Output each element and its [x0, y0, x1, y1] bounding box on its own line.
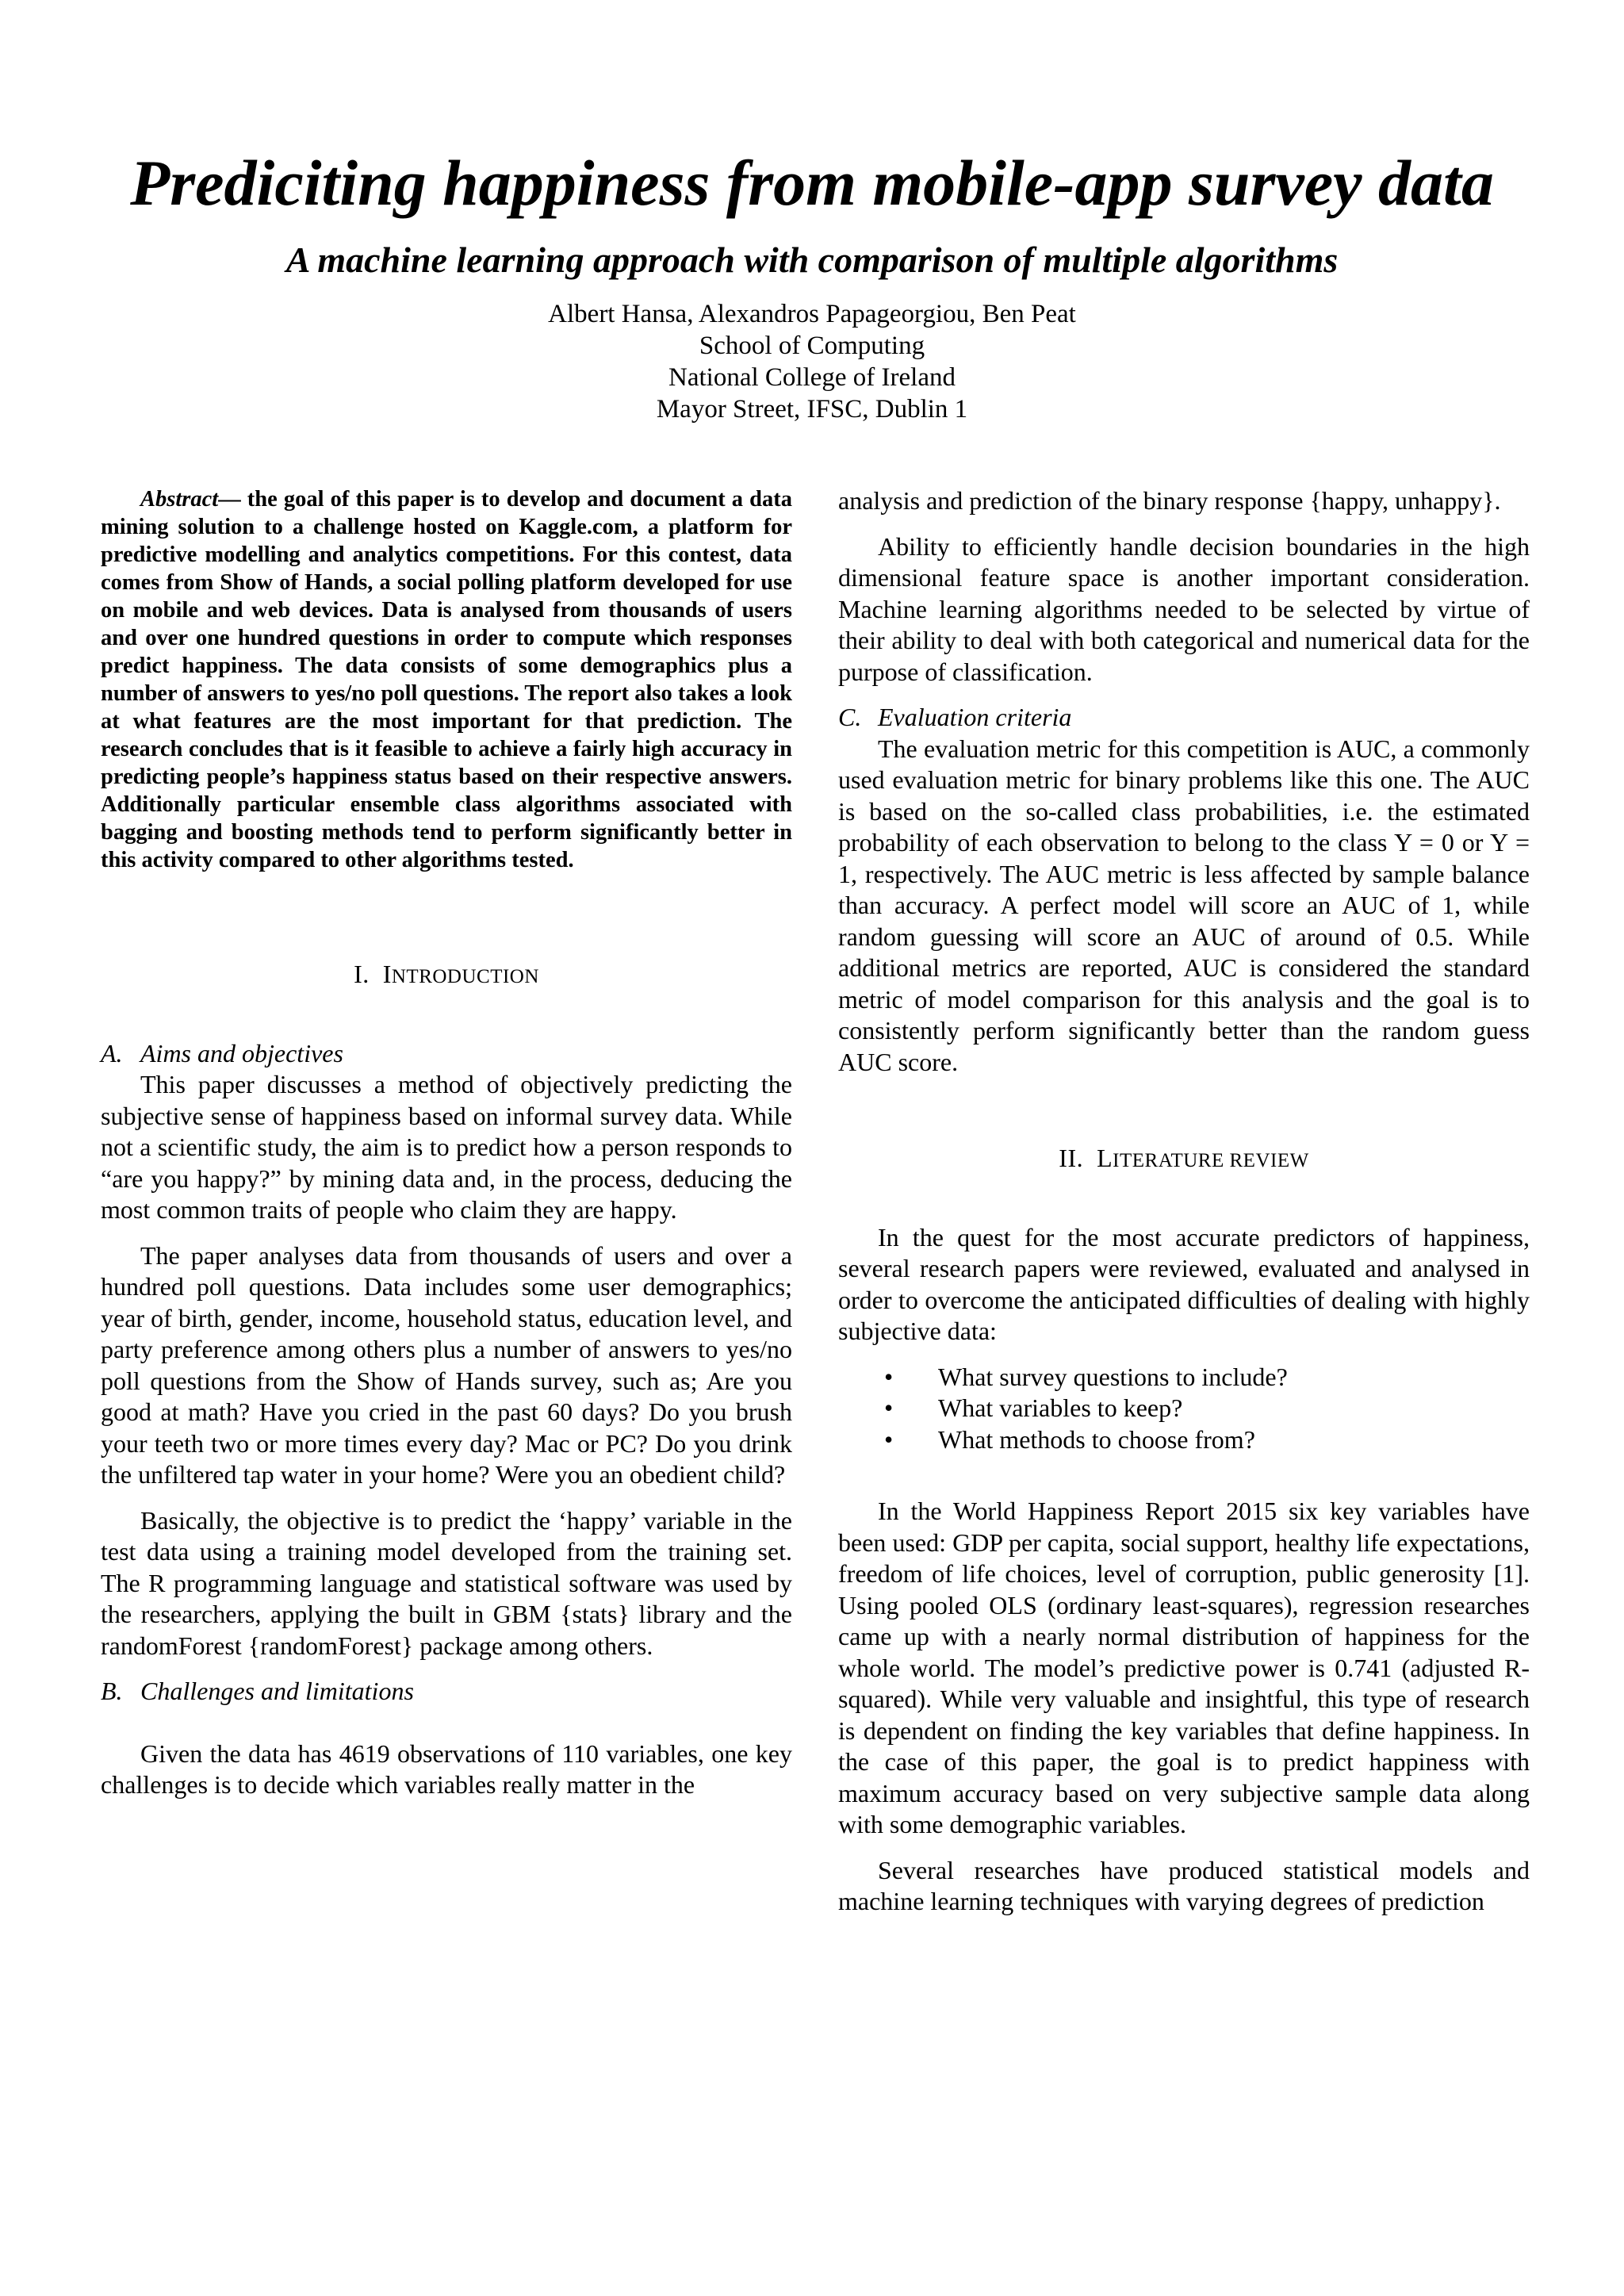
list-item: • What survey questions to include? — [838, 1362, 1530, 1393]
list-item: • What methods to choose from? — [838, 1424, 1530, 1456]
abstract-text: the goal of this paper is to develop and document a data mining solution to a challenge hosted on Kaggle.com, a platform for predictive modelling and analytics competitions. For this contest, data comes from Show of Hands, a social polling platform developed for use on mobile and web devices. Data is analysed from thousands of users and over one hundred questions in order to compute which responses predict happiness. The data consists of some demographics plus a number of answers to yes/no poll questions. The report also takes a look at what features are the most important for that prediction. The research concludes that is it feasible to achieve a fairly high accuracy in predicting people’s happiness status based on their respective answers. Additionally particular ensemble class algorithms associated with bagging and boosting methods tend to perform significantly better in this activity compared to other algorithms tested. — [101, 487, 792, 872]
paper-title: Prediciting happiness from mobile-app survey data — [130, 147, 1494, 219]
subsection-heading-aims: A. Aims and objectives — [101, 1038, 343, 1068]
right-column — [838, 485, 1530, 1918]
left-column — [101, 485, 792, 1801]
intro-paragraph-2: The paper analyses data from thousands of users and over a hundred poll questions. Data includes some user demographics; year of birth, gender, income, household status, education level, and party preference among others plus a number of answers to yes/no poll questions from the Show of Hands survey, such as; Are you good at math? Have you cried in the past 60 days? Do you brush your teeth two or more times every day? Mac or PC? Do you drink the unfiltered tap water in your home? Were you an obedient child? — [101, 1240, 792, 1489]
list-item: • What variables to keep? — [838, 1393, 1530, 1424]
paper-subtitle: A machine learning approach with comparison of multiple algorithms — [285, 240, 1339, 280]
subsection-heading-challenges: B. Challenges and limitations — [101, 1677, 414, 1705]
bullet-list — [838, 1362, 1530, 1456]
literature-paragraph-2: In the World Happiness Report 2015 six key variables have been used: GDP per capita, social support, healthy life expectations, freedom of life choices, level of corruption, public generosity [1]. Using pooled OLS (ordinary least-squares), regression researches came up with a nearly normal distribution of happiness for the whole world. The model’s predictive power is 0.741 (adjusted R-squared). While very valuable and insightful, this type of research is dependent on finding the key variables that define happiness. In the case of this paper, the goal is to predict happiness with maximum accuracy based on very subjective sample data along with some demographic variables. — [838, 1497, 1530, 1838]
literature-paragraph-3: Several researches have produced statistical models and machine learning techniques with varying degrees of prediction — [838, 1855, 1530, 1915]
bullet-glyph: • — [884, 1393, 894, 1422]
section-numeral: II. — [1059, 1144, 1084, 1172]
affiliation-address: Mayor Street, IFSC, Dublin 1 — [656, 395, 968, 424]
challenges-paragraph: Given the data has 4619 observations of 110 variables, one key challenges is to decide which variables really matter in the — [101, 1738, 792, 1799]
section-heading-introduction: I. INTRODUCTION — [354, 960, 539, 988]
section-numeral: I. — [354, 960, 370, 988]
abstract-label: Abstract — [140, 487, 219, 512]
bullet-glyph: • — [884, 1424, 894, 1454]
bullet-glyph: • — [884, 1362, 894, 1391]
subsection-heading-evaluation: C. Evaluation criteria — [838, 703, 1072, 731]
intro-paragraph-1: This paper discusses a method of objectively predicting the subjective sense of happiness based on informal survey data. While not a scientific study, the aim is to predict how a person responds to “are you happy?” by mining data and, in the process, deducing the most common traits of people who claim they are happy. — [101, 1070, 792, 1224]
abstract — [101, 485, 792, 874]
literature-paragraph-1: In the quest for the most accurate predictors of happiness, several research papers were reviewed, evaluated and analysed in order to overcome the anticipated difficulties of dealing with highly subjective data: — [838, 1222, 1530, 1345]
abstract-dash: — — [218, 487, 247, 512]
author-block — [0, 298, 1624, 425]
affiliation-college: National College of Ireland — [668, 363, 956, 392]
author-names: Albert Hansa, Alexandros Papageorgiou, Ben Peat — [548, 300, 1076, 328]
intro-paragraph-3: Basically, the objective is to predict the ‘happy’ variable in the test data using a training model developed from the training set. The R programming language and statistical software was used by the researchers, applying the built in GBM {stats} library and the randomForest {randomForest} package among others. — [101, 1505, 792, 1660]
affiliation-school: School of Computing — [699, 332, 925, 360]
evaluation-paragraph: The evaluation metric for this competition is AUC, a commonly used evaluation metric for binary problems like this one. The AUC is based on the so-called class probabilities, i.e. the estimated probability of each observation to belong to the class Y = 0 or Y = 1, respectively. The AUC metric is less affected by sample balance than accuracy. A perfect model will score an AUC of 1, while random guessing will score an AUC of around of 0.5. While additional metrics are reported, AUC is considered the standard metric of model comparison for this analysis and the goal is to consistently perform significantly better than the random guess AUC score. — [838, 734, 1530, 1076]
section-heading-literature-review: II. LITERATURE REVIEW — [1059, 1144, 1309, 1172]
challenges-paragraph-continued: analysis and prediction of the binary response {happy, unhappy}. — [838, 486, 1501, 515]
challenges-paragraph-2: Ability to efficiently handle decision boundaries in the high dimensional feature space is another important consideration. Machine learning algorithms needed to be selected by virtue of their ability to deal with both categorical and numerical data for the purpose of classification. — [838, 531, 1530, 686]
